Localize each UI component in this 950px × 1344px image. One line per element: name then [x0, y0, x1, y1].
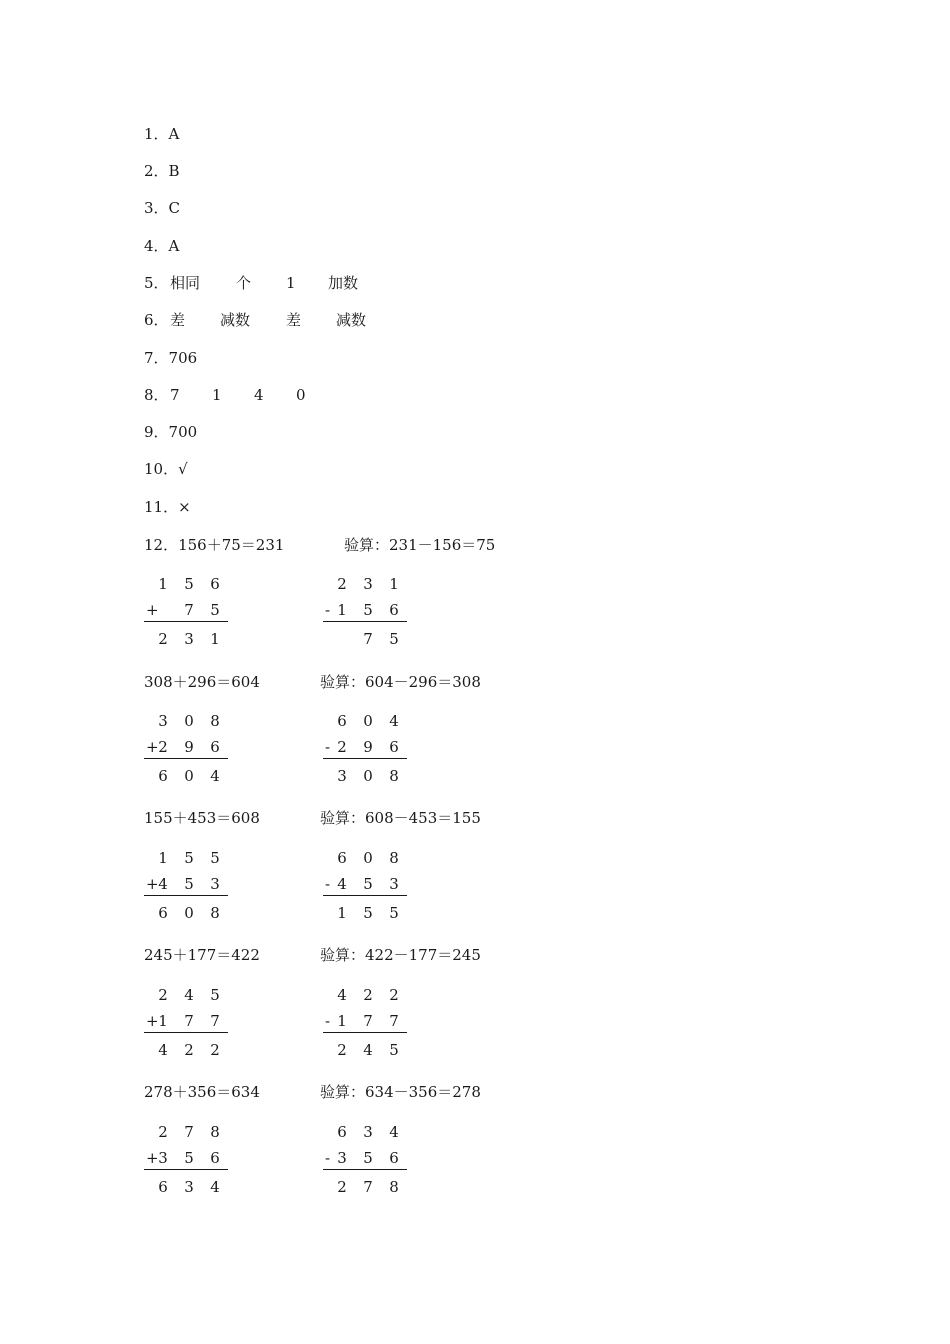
vertical-result-row: [144, 1037, 228, 1063]
equation-row: [144, 535, 644, 555]
digit: 2: [158, 738, 168, 756]
answer-5-blank-1: 相同: [170, 274, 201, 292]
digit: 4: [158, 1041, 168, 1059]
digit: 9: [363, 738, 373, 756]
digit: 7: [389, 1012, 399, 1030]
digit: 6: [337, 1123, 347, 1141]
digit: 9: [184, 738, 194, 756]
answer-1: 1．A: [144, 125, 180, 143]
digit: 6: [389, 601, 399, 619]
digit: 6: [158, 767, 168, 785]
digit: 3: [184, 1178, 194, 1196]
vertical-mid-row: [323, 1145, 407, 1171]
result-digits: [329, 626, 407, 652]
answer-8-blank-3: 4: [254, 386, 264, 404]
digit: 8: [389, 767, 399, 785]
digit: 5: [389, 904, 399, 922]
operator-sign: -: [325, 1149, 331, 1167]
digit: 8: [210, 904, 220, 922]
digit: 4: [184, 986, 194, 1004]
digit: 6: [210, 738, 220, 756]
vertical-addition: [144, 982, 228, 1063]
digit: 4: [389, 712, 399, 730]
mid-digits: [150, 734, 228, 760]
top-digits: [150, 708, 228, 734]
digit: 0: [363, 712, 373, 730]
top-digits: [329, 1119, 407, 1145]
vertical-subtraction: [323, 571, 407, 652]
answer-9: 9．700: [144, 423, 198, 441]
digit: 5: [184, 875, 194, 893]
digit: 5: [363, 875, 373, 893]
digit: 4: [389, 1123, 399, 1141]
mid-digits: [329, 871, 407, 897]
vertical-top-row: [144, 845, 228, 871]
check-equation: 验算：634－356＝278: [320, 1083, 481, 1101]
digit: 3: [158, 1149, 168, 1167]
mid-digits: [150, 597, 228, 623]
answer-6-blank-2: 减数: [220, 311, 251, 329]
equation-row: [144, 1082, 644, 1102]
result-digits: [150, 626, 228, 652]
digit: 2: [184, 1041, 194, 1059]
vertical-addition: [144, 1119, 228, 1200]
check-equation: 验算：608－453＝155: [320, 809, 481, 827]
equation: 278＋356＝634: [144, 1083, 260, 1101]
vertical-mid-row: [323, 1008, 407, 1034]
vertical-mid-row: [144, 597, 228, 623]
check-equation: 验算：231－156＝75: [344, 536, 496, 554]
mid-digits: [329, 1008, 407, 1034]
digit: 4: [337, 986, 347, 1004]
equation: 308＋296＝604: [144, 673, 260, 691]
digit: 6: [389, 738, 399, 756]
digit: 4: [210, 1178, 220, 1196]
vertical-top-row: [144, 982, 228, 1008]
digit: 5: [210, 849, 220, 867]
sum-line: [323, 758, 407, 759]
result-digits: [329, 1174, 407, 1200]
digit: 8: [389, 1178, 399, 1196]
equation: 155＋453＝608: [144, 809, 260, 827]
digit: 6: [158, 904, 168, 922]
answer-8-blank-4: 0: [296, 386, 306, 404]
digit: 3: [184, 630, 194, 648]
digit: 8: [389, 849, 399, 867]
digit: 3: [363, 1123, 373, 1141]
digit: 6: [337, 849, 347, 867]
result-digits: [329, 763, 407, 789]
mid-digits: [150, 871, 228, 897]
sum-line: [144, 1169, 228, 1170]
equation: 12．156＋75＝231: [144, 536, 285, 554]
answer-3: 3．C: [144, 199, 181, 217]
top-digits: [329, 845, 407, 871]
digit: 7: [184, 601, 194, 619]
answer-5-blank-3: 1: [286, 274, 296, 292]
answer-11: 11．×: [144, 498, 191, 516]
digit: 2: [158, 1123, 168, 1141]
vertical-top-row: [144, 1119, 228, 1145]
answer-8: 8． 7 1 4 0: [144, 386, 306, 404]
operator-sign: +: [146, 738, 159, 756]
operator-sign: +: [146, 875, 159, 893]
answer-8-blank-2: 1: [212, 386, 222, 404]
digit: 1: [337, 601, 347, 619]
top-digits: [329, 571, 407, 597]
equation-row: [144, 945, 644, 965]
digit: 3: [337, 767, 347, 785]
digit: 6: [389, 1149, 399, 1167]
answer-5: 5． 相同 个 1 加数: [144, 274, 359, 292]
vertical-mid-row: [323, 871, 407, 897]
answer-6-blank-4: 减数: [336, 311, 367, 329]
answer-6: 6． 差 减数 差 减数: [144, 311, 367, 329]
top-digits: [150, 845, 228, 871]
operator-sign: +: [146, 1012, 159, 1030]
check-equation: 验算：422－177＝245: [320, 946, 481, 964]
digit: 0: [184, 904, 194, 922]
digit: 8: [210, 712, 220, 730]
vertical-subtraction: [323, 708, 407, 789]
answer-7: 7．706: [144, 349, 198, 367]
digit: 8: [210, 1123, 220, 1141]
vertical-top-row: [323, 708, 407, 734]
digit: 1: [337, 904, 347, 922]
vertical-addition: [144, 845, 228, 926]
digit: 0: [363, 767, 373, 785]
digit: 4: [363, 1041, 373, 1059]
vertical-top-row: [323, 571, 407, 597]
digit: 7: [363, 1178, 373, 1196]
mid-digits: [150, 1008, 228, 1034]
answer-6-blank-1: 差: [170, 311, 186, 329]
result-digits: [150, 900, 228, 926]
sum-line: [144, 621, 228, 622]
digit: 7: [210, 1012, 220, 1030]
digit: 5: [363, 904, 373, 922]
vertical-result-row: [323, 1174, 407, 1200]
sum-line: [144, 758, 228, 759]
mid-digits: [329, 734, 407, 760]
digit: 5: [363, 1149, 373, 1167]
answer-6-blank-3: 差: [286, 311, 302, 329]
answer-5-blank-4: 加数: [328, 274, 359, 292]
vertical-top-row: [323, 1119, 407, 1145]
operator-sign: -: [325, 875, 331, 893]
vertical-subtraction: [323, 1119, 407, 1200]
sum-line: [323, 895, 407, 896]
digit: 2: [337, 1041, 347, 1059]
digit: 2: [337, 738, 347, 756]
digit: 4: [337, 875, 347, 893]
mid-digits: [329, 597, 407, 623]
check-equation: 验算：604－296＝308: [320, 673, 481, 691]
vertical-result-row: [144, 626, 228, 652]
digit: 0: [184, 767, 194, 785]
answer-8-blank-1: 7: [170, 386, 180, 404]
digit: 1: [158, 1012, 168, 1030]
digit: 3: [210, 875, 220, 893]
digit: 7: [184, 1123, 194, 1141]
vertical-mid-row: [323, 597, 407, 623]
digit: 7: [363, 630, 373, 648]
digit: 1: [158, 575, 168, 593]
digit: 2: [337, 575, 347, 593]
top-digits: [329, 982, 407, 1008]
operator-sign: -: [325, 738, 331, 756]
digit: 6: [210, 1149, 220, 1167]
digit: 5: [184, 849, 194, 867]
digit: 0: [363, 849, 373, 867]
digit: 2: [210, 1041, 220, 1059]
vertical-result-row: [323, 626, 407, 652]
digit: 5: [389, 630, 399, 648]
digit: 6: [337, 712, 347, 730]
sum-line: [323, 621, 407, 622]
answer-5-blank-2: 个: [236, 274, 252, 292]
digit: 7: [363, 1012, 373, 1030]
vertical-result-row: [323, 763, 407, 789]
digit: 3: [158, 712, 168, 730]
vertical-result-row: [144, 900, 228, 926]
equation-row: [144, 808, 644, 828]
digit: 1: [158, 849, 168, 867]
top-digits: [150, 571, 228, 597]
vertical-mid-row: [144, 871, 228, 897]
digit: 4: [158, 875, 168, 893]
vertical-result-row: [144, 1174, 228, 1200]
operator-sign: -: [325, 1012, 331, 1030]
answer-4: 4．A: [144, 237, 180, 255]
digit: 2: [158, 630, 168, 648]
digit: 3: [389, 875, 399, 893]
vertical-addition: [144, 708, 228, 789]
vertical-mid-row: [144, 734, 228, 760]
vertical-result-row: [323, 1037, 407, 1063]
vertical-subtraction: [323, 845, 407, 926]
vertical-mid-row: [144, 1145, 228, 1171]
vertical-top-row: [323, 845, 407, 871]
digit: 2: [158, 986, 168, 1004]
digit: 1: [337, 1012, 347, 1030]
result-digits: [150, 763, 228, 789]
equation: 245＋177＝422: [144, 946, 260, 964]
answer-10: 10．√: [144, 460, 188, 478]
vertical-top-row: [323, 982, 407, 1008]
digit: 2: [389, 986, 399, 1004]
digit: 6: [158, 1178, 168, 1196]
vertical-subtraction: [323, 982, 407, 1063]
digit: 4: [210, 767, 220, 785]
top-digits: [150, 982, 228, 1008]
result-digits: [150, 1037, 228, 1063]
digit: 6: [210, 575, 220, 593]
digit: 1: [210, 630, 220, 648]
vertical-top-row: [144, 571, 228, 597]
digit: 1: [389, 575, 399, 593]
top-digits: [329, 708, 407, 734]
digit: 2: [363, 986, 373, 1004]
digit: 3: [363, 575, 373, 593]
sum-line: [323, 1169, 407, 1170]
vertical-result-row: [323, 900, 407, 926]
vertical-mid-row: [144, 1008, 228, 1034]
equation-row: [144, 672, 644, 692]
digit: 0: [184, 712, 194, 730]
digit: 5: [184, 575, 194, 593]
digit: 5: [210, 601, 220, 619]
digit: 5: [363, 601, 373, 619]
result-digits: [150, 1174, 228, 1200]
result-digits: [329, 900, 407, 926]
digit: 7: [184, 1012, 194, 1030]
digit: 5: [389, 1041, 399, 1059]
answer-2: 2．B: [144, 162, 180, 180]
digit: 2: [337, 1178, 347, 1196]
sum-line: [144, 1032, 228, 1033]
sum-line: [323, 1032, 407, 1033]
mid-digits: [329, 1145, 407, 1171]
result-digits: [329, 1037, 407, 1063]
top-digits: [150, 1119, 228, 1145]
operator-sign: -: [325, 601, 331, 619]
operator-sign: +: [146, 1149, 159, 1167]
vertical-result-row: [144, 763, 228, 789]
vertical-top-row: [144, 708, 228, 734]
vertical-mid-row: [323, 734, 407, 760]
sum-line: [144, 895, 228, 896]
digit: 5: [184, 1149, 194, 1167]
vertical-addition: [144, 571, 228, 652]
digit: 3: [337, 1149, 347, 1167]
operator-sign: +: [146, 601, 159, 619]
digit: 5: [210, 986, 220, 1004]
mid-digits: [150, 1145, 228, 1171]
